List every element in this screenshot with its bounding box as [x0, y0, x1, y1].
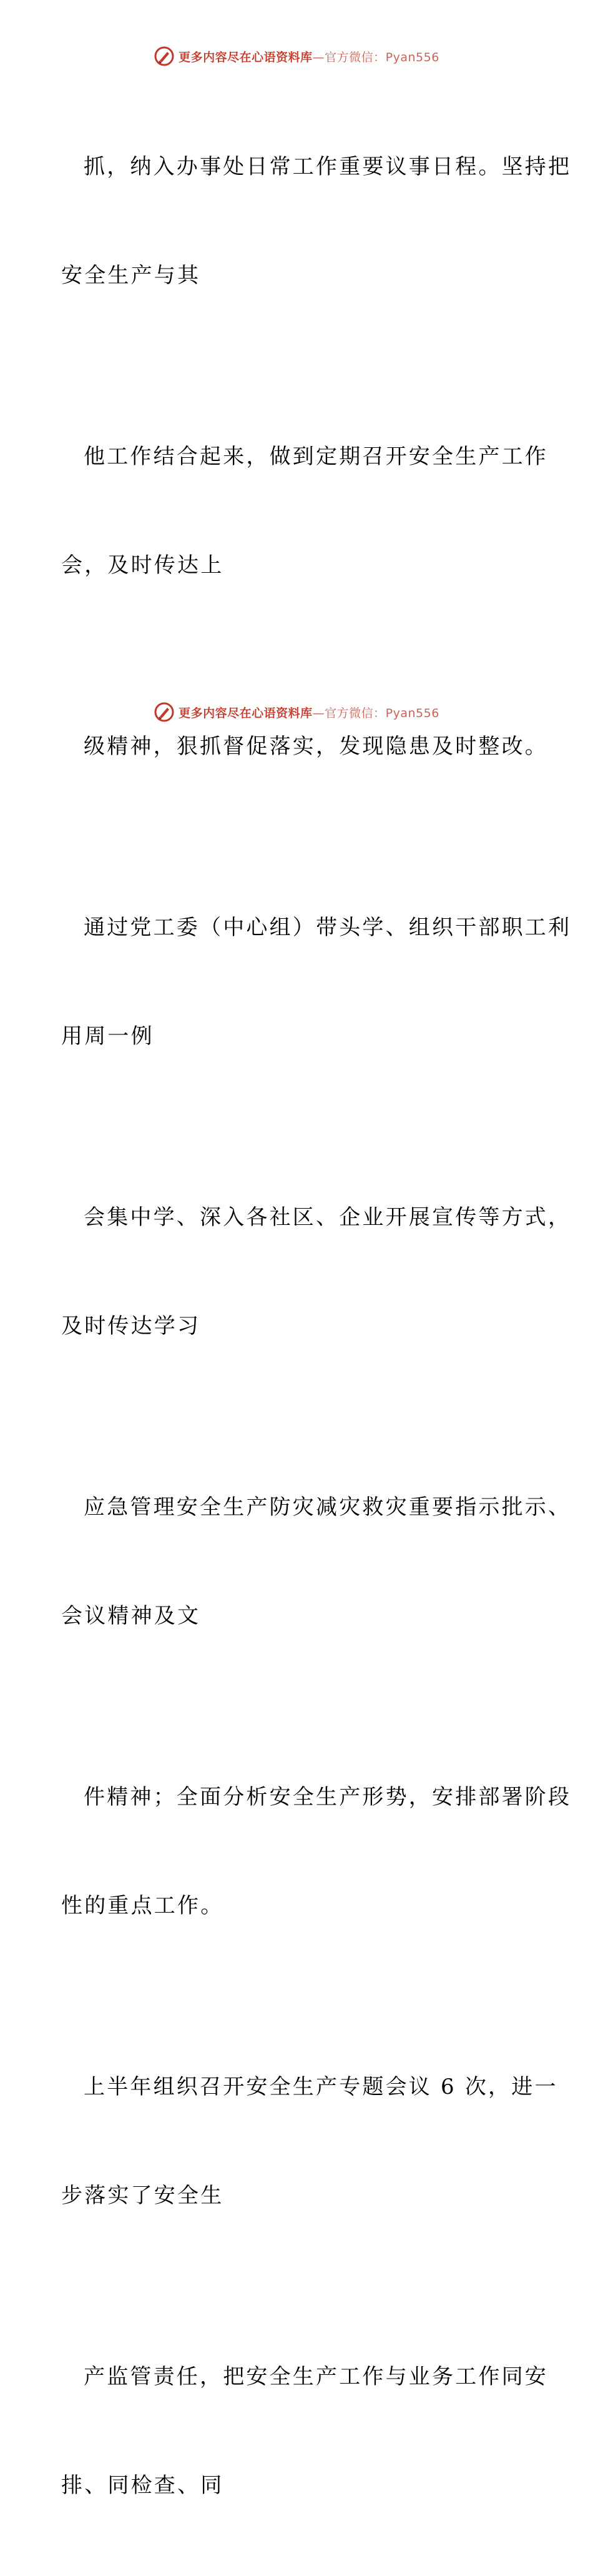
- watermark-text: [179, 704, 439, 721]
- text-line: 会集中学、深入各社区、企业开展宣传等方式，: [84, 1205, 572, 1230]
- text-line: 会，及时传达上: [61, 553, 224, 578]
- pen-logo-icon: [154, 46, 175, 67]
- text-line: 用周一例: [61, 1024, 154, 1049]
- text-line: 性的重点工作。: [61, 1893, 224, 1918]
- paragraph: [61, 656, 548, 837]
- paragraph: [61, 1707, 572, 1996]
- text-line: 及时传达学习: [61, 1314, 201, 1339]
- watermark-brand: 更多内容尽在心语资料库: [179, 50, 313, 64]
- watermark-contact: —官方微信：Pyan556: [312, 706, 439, 720]
- paragraph: [61, 76, 572, 366]
- text-line: 件精神；全面分析安全生产形势，安排部署阶段: [84, 1785, 572, 1810]
- text-line: 抓，纳入办事处日常工作重要议事日程。坚持把: [84, 154, 572, 179]
- document-body: [61, 76, 572, 2576]
- text-line: 应急管理安全生产防灾减灾救灾重要指示批示、: [84, 1495, 572, 1520]
- text-line: 排、同检查、同: [61, 2473, 224, 2498]
- text-line: 会议精神及文: [61, 1603, 201, 1628]
- text-line: 级精神，狠抓督促落实，发现隐患及时整改。: [84, 734, 548, 759]
- paragraph: [61, 366, 548, 656]
- pen-logo-icon: [154, 701, 175, 723]
- paragraph: [61, 1417, 572, 1707]
- watermark-contact: —官方微信：Pyan556: [312, 50, 439, 64]
- paragraph: [61, 1127, 572, 1417]
- footer-watermark: [0, 700, 593, 725]
- paragraph: [61, 2286, 548, 2576]
- text-line: 上半年组织召开安全生产专题会议 6 次，进一: [84, 2074, 558, 2099]
- text-line: 通过党工委（中心组）带头学、组织干部职工利: [84, 915, 572, 940]
- watermark-brand: 更多内容尽在心语资料库: [179, 706, 313, 720]
- text-line: 产监管责任，把安全生产工作与业务工作同安: [84, 2364, 548, 2389]
- paragraph: [61, 1996, 558, 2286]
- header-watermark: [0, 44, 593, 69]
- text-line: 安全生产与其: [61, 263, 201, 288]
- text-line: 步落实了安全生: [61, 2183, 224, 2208]
- text-line: 他工作结合起来，做到定期召开安全生产工作: [84, 444, 548, 469]
- watermark-text: [179, 48, 439, 65]
- paragraph: [61, 837, 572, 1127]
